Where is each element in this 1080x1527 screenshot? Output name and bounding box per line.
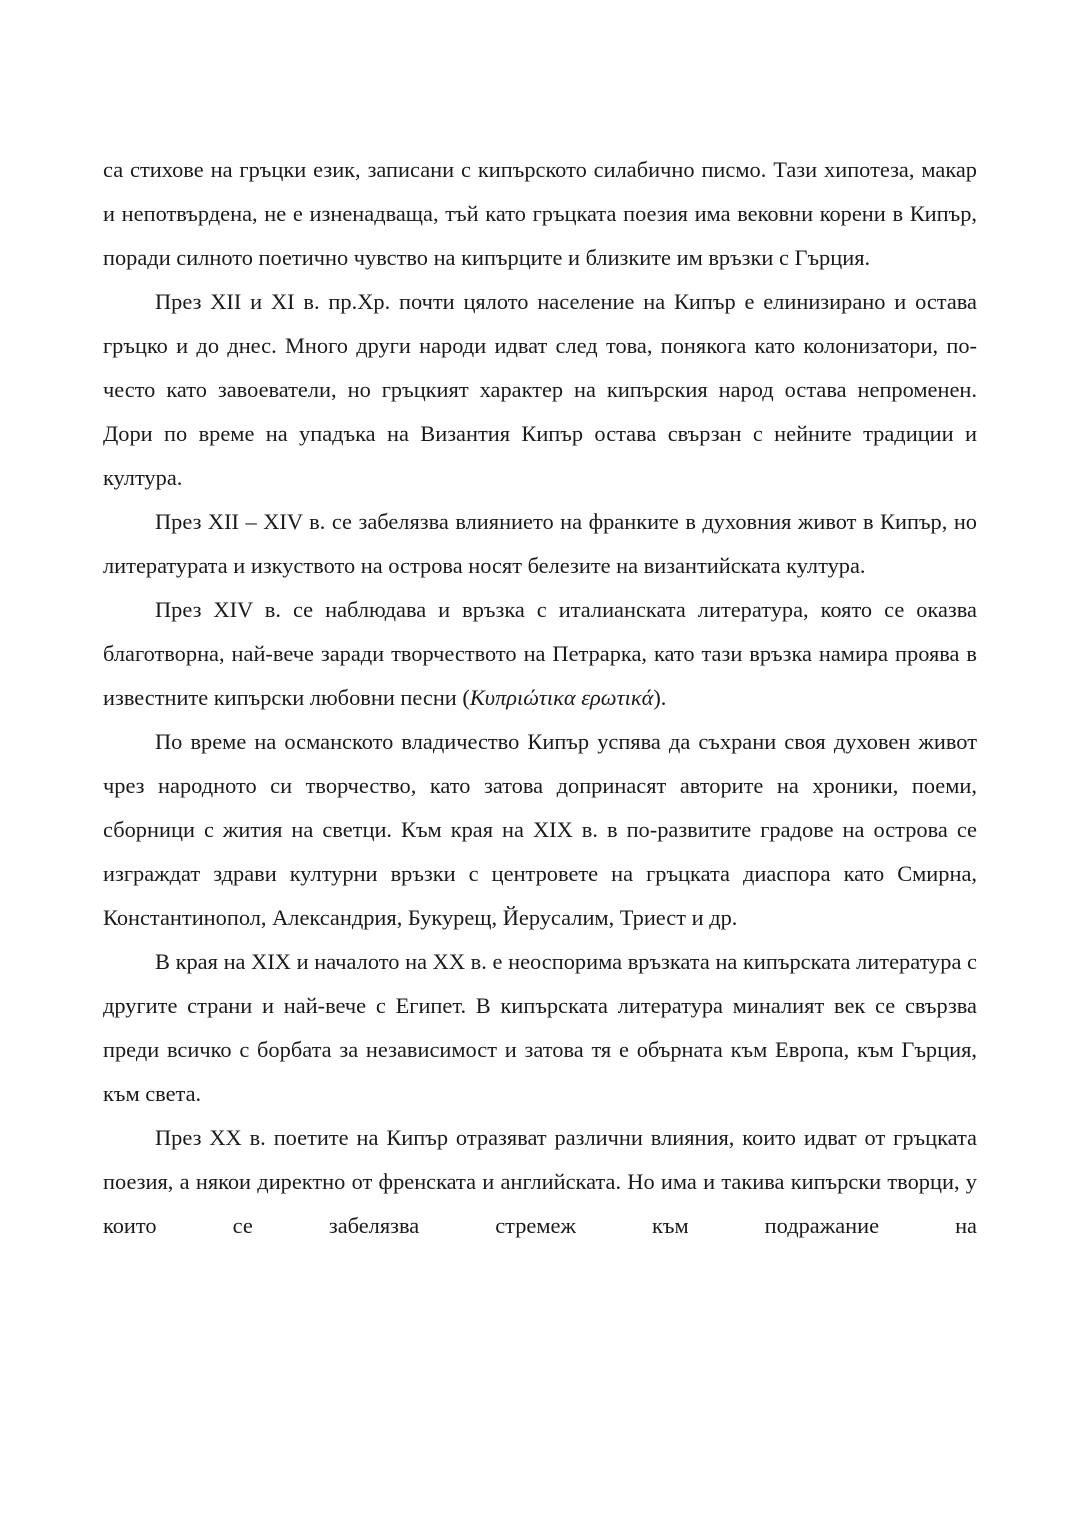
paragraph-4-end: ).: [653, 685, 667, 710]
document-page: [103, 148, 977, 1248]
paragraph-5: По време на османското владичество Кипър успява да съхрани своя духовен живот чрез народното си творчество, като затова допринасят авторите на хроники, поеми, сборници с жития на светци. Към края на XIX в. в по-развитите градове на острова се изграждат здрави културни връзки с центровете на гръцката диаспора като Смирна, Константинопол, Александрия, Букурещ, Йерусалим, Триест и др.: [103, 729, 977, 930]
paragraph-2: През XII и XI в. пр.Хр. почти цялото население на Кипър е елинизирано и остава гръцко и до днес. Много други народи идват след това, понякога като колонизатори, по-често като завоеватели, но гръцкият характер на кипърския народ остава непроменен. Дори по време на упадъка на Византия Кипър остава свързан с нейните традиции и култура.: [103, 289, 977, 490]
greek-title: Κυπριώτικα ερωτικά: [469, 685, 654, 710]
paragraph-3: През XII – XIV в. се забелязва влиянието на франките в духовния живот в Кипър, но литературата и изкуството на острова носят белезите на византийската култура.: [103, 509, 977, 578]
paragraph-4: [103, 588, 977, 720]
paragraph-7: През XX в. поетите на Кипър отразяват различни влияния, които идват от гръцката поезия, а някои директно от френската и английската. Но има и такива кипърски творци, у които се забелязва стремеж към подражание на: [103, 1125, 977, 1238]
paragraph-4-text: През XIV в. се наблюдава и връзка с италианската литература, която се оказва благотворна, най-вече заради творчеството на Петрарка, като тази връзка намира проява в известните кипърски любовни песни (: [103, 597, 977, 710]
paragraph-6: В края на XIX и началото на XX в. е неоспорима връзката на кипърската литература с другите страни и най-вече с Египет. В кипърската литература миналият век се свързва преди всичко с борбата за независимост и затова тя е обърната към Европа, към Гърция, към света.: [103, 949, 977, 1106]
paragraph-1: са стихове на гръцки език, записани с кипърското силабично писмо. Тази хипотеза, макар и непотвърдена, не е изненадваща, тъй като гръцката поезия има вековни корени в Кипър, поради силното поетично чувство на кипърците и близките им връзки с Гърция.: [103, 157, 977, 270]
